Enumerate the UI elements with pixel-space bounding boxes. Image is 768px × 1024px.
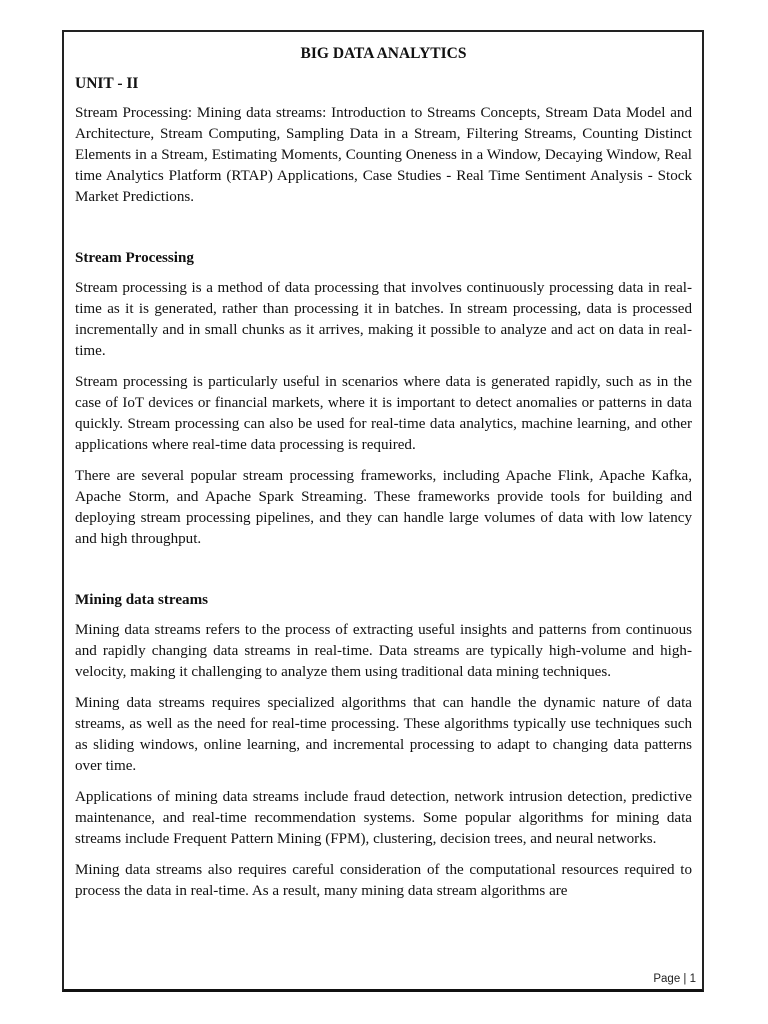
mining-paragraph-4: Mining data streams also requires careful consideration of the computational resources required to process the data in real-time. As a result, many mining data stream algorithms are bbox=[75, 862, 692, 899]
stream-processing-paragraph-1: Stream processing is a method of data processing that involves continuously processing data in real-time as it is generated, rather than processing it in batches. In stream processing, data is processed incrementally and in small chunks as it arrives, making it possible to analyze and act on data in real-time. bbox=[75, 280, 692, 359]
page-number: Page | 1 bbox=[653, 973, 696, 985]
intro-paragraph: Stream Processing: Mining data streams: Introduction to Streams Concepts, Stream Data Model and Architecture, Stream Computing, Sampling Data in a Stream, Filtering Streams, Counting Distinct Elements in a Stream, Estimating Moments, Counting Oneness in a Window, Decaying Window, Real time Analytics Platform (RTAP) Applications, Case Studies - Real Time Sentiment Analysis - Stock Market Predictions. bbox=[75, 105, 692, 205]
stream-processing-paragraph-3: There are several popular stream processing frameworks, including Apache Flink, Apache Kafka, Apache Storm, and Apache Spark Streaming. These frameworks provide tools for building and deploying stream processing pipelines, and they can handle large volumes of data with low latency and high throughput. bbox=[75, 468, 692, 547]
unit-heading: UNIT - II bbox=[75, 75, 139, 92]
section-heading-mining-data-streams: Mining data streams bbox=[75, 592, 209, 608]
mining-paragraph-2: Mining data streams requires specialized algorithms that can handle the dynamic nature of data streams, as well as the need for real-time processing. These algorithms typically use techniques such as sliding windows, online learning, and incremental processing to adapt to changing data patterns over time. bbox=[75, 695, 692, 774]
document-body bbox=[75, 40, 692, 902]
mining-paragraph-1: Mining data streams refers to the process of extracting useful insights and patterns from continuous and rapidly changing data streams in real-time. Data streams are typically high-volume and high-velocity, making it challenging to analyze them using traditional data mining techniques. bbox=[75, 622, 692, 680]
mining-paragraph-3: Applications of mining data streams include fraud detection, network intrusion detection, predictive maintenance, and real-time recommendation systems. Some popular algorithms for mining data streams include Frequent Pattern Mining (FPM), clustering, decision trees, and neural networks. bbox=[75, 789, 692, 847]
section-heading-stream-processing: Stream Processing bbox=[75, 250, 194, 266]
document-title: BIG DATA ANALYTICS bbox=[300, 45, 467, 62]
stream-processing-paragraph-2: Stream processing is particularly useful in scenarios where data is generated rapidly, such as in the case of IoT devices or financial markets, where it is important to detect anomalies or patterns in data quickly. Stream processing can also be used for real-time data analytics, machine learning, and other applications where real-time data processing is required. bbox=[75, 374, 692, 453]
